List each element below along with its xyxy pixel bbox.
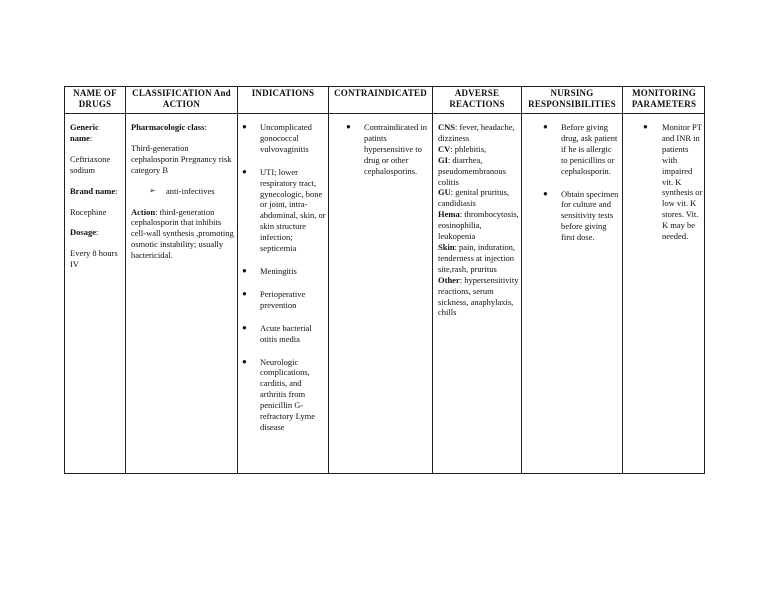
adverse-reaction-system-label: Hema [438,209,460,220]
monitoring-item-text: Monitor PT and INR in patients with impaired vit. K synthesis or low vit. K stores. Vit. K may be needed. [662,122,703,242]
generic-name-label: Generic name [70,122,99,143]
bullet-icon: ● [242,122,247,131]
column-divider [125,87,126,473]
header-adverse-reactions: ADVERSE REACTIONS [449,88,505,109]
indication-item-text: Acute bacterial otitis media [260,322,312,344]
dosage-colon: : [95,227,99,238]
indication-item [242,166,326,254]
drug-study-table [64,86,705,474]
adverse-reaction-system-label: CNS [438,122,456,132]
bullet-icon: ● [543,188,548,198]
brand-name-value: Rocephine [70,206,107,217]
contraindication-item [346,122,430,177]
indication-item [242,322,326,345]
arrow-bullet-icon: ➢ [149,185,156,195]
generic-name-value: Ceftriaxone sodium [70,153,111,175]
adverse-reaction-item [438,144,520,155]
header-monitoring: MONITORING PARAMETERS [631,88,697,109]
adverse-reactions-cell [438,122,520,318]
bullet-icon: ● [242,356,247,366]
bullet-icon: ● [242,166,247,176]
indication-item [242,356,326,433]
brand-name-label: Brand name [70,185,116,196]
column-divider [521,87,522,473]
generic-name-colon: : [89,132,93,143]
indication-item-text: UTI; lower respiratory tract, gynecologic, bone or joint, intra-abdominal, skin, or skin structure infection; septicemia [260,166,326,254]
adverse-reaction-system-label: Skin [438,241,455,252]
pharmacologic-class-colon: : [204,122,207,132]
nursing-item-text: Obtain specimen for culture and sensitivity tests before giving first dose. [561,188,619,243]
bullet-icon: ● [643,122,648,131]
monitoring-parameters-cell [643,122,704,254]
bullet-icon: ● [242,322,247,332]
header-contraindicated: CONTRAINDICATED [334,88,427,98]
adverse-reaction-text: : phlebitis, [450,143,487,154]
adverse-reaction-text: : diarrhea, pseudomembranous colitis [438,154,506,187]
header-nursing: NURSING RESPONSIBILITIES [528,88,616,109]
nursing-item [543,188,619,244]
dosage-label: Dosage [70,227,96,238]
adverse-reaction-system-label: Other [438,274,460,285]
adverse-reaction-item [438,155,520,188]
bullet-icon: ● [242,288,247,298]
indication-item-text: Uncomplicated gonococcal vulvovaginitis [260,122,312,154]
bullet-icon: ● [543,122,548,131]
indication-item-text: Perioperative prevention [260,288,306,310]
action-label: Action [131,206,156,217]
adverse-reaction-text: : pain, induration, tenderness at injection site,rash, pruritus [438,241,515,274]
indications-cell [242,122,326,445]
adverse-reaction-system-label: GU [438,187,451,198]
pharmacologic-class-value: Third-generation cephalosporin Pregnancy risk category B [131,142,232,175]
indication-item-text: Meningitis [260,265,297,276]
indication-item-text: Neurologic complications, carditis, and arthritis from penicillin G-refractory Lyme disease [260,356,315,432]
indication-item [242,288,326,311]
adverse-reaction-item [438,242,520,275]
action-value: : third-generation cephalosporin that inhibits cell-wall synthesis ,promoting osmotic instability; usually bactericidal. [131,206,234,261]
adverse-reaction-item [438,209,520,242]
adverse-reaction-text: : thrombocytosis, eosinophilia, leukopenia [438,209,519,242]
pharmacologic-class-label: Pharmacologic class [131,122,205,132]
header-name-of-drugs: NAME OF DRUGS [73,88,117,109]
bullet-icon: ● [242,265,247,275]
adverse-reaction-system-label: CV [438,143,451,154]
classification-cell [131,122,235,271]
adverse-reaction-text: : fever, headache, dizziness [438,122,515,143]
column-divider [622,87,623,473]
nursing-responsibilities-cell [543,122,619,255]
contraindications-cell [346,122,430,189]
contraindication-item-text: Contraindicated in patints hypersensitive to drug or other cephalosporins. [364,122,428,176]
column-divider [237,87,238,473]
adverse-reaction-item [438,187,520,209]
indication-item [242,122,326,155]
adverse-reaction-item [438,122,520,144]
column-divider [328,87,329,473]
brand-name-colon: : [115,185,118,196]
header-divider [65,113,704,114]
adverse-reaction-item [438,275,520,319]
adverse-reaction-text: : genital pruritus, candidiasis [438,187,510,209]
adverse-reaction-text: : hypersensitivity reactions, serum sickness, anaphylaxis, chills [438,274,519,318]
header-classification: CLASSIFICATION And ACTION [132,88,231,109]
adverse-reaction-system-label: GI [438,154,448,165]
monitoring-item [643,122,704,242]
name-of-drugs-cell [70,122,122,280]
therapeutic-class-value: anti-infectives [166,185,215,196]
nursing-item-text: Before giving drug, ask patient if he is allergic to penicillins or cephalosporin. [561,122,618,176]
nursing-item [543,122,619,177]
column-divider [432,87,433,473]
header-indications: INDICATIONS [251,88,315,98]
indication-item [242,265,326,277]
bullet-icon: ● [346,122,351,131]
dosage-value: Every 8 hours IV [70,248,118,270]
